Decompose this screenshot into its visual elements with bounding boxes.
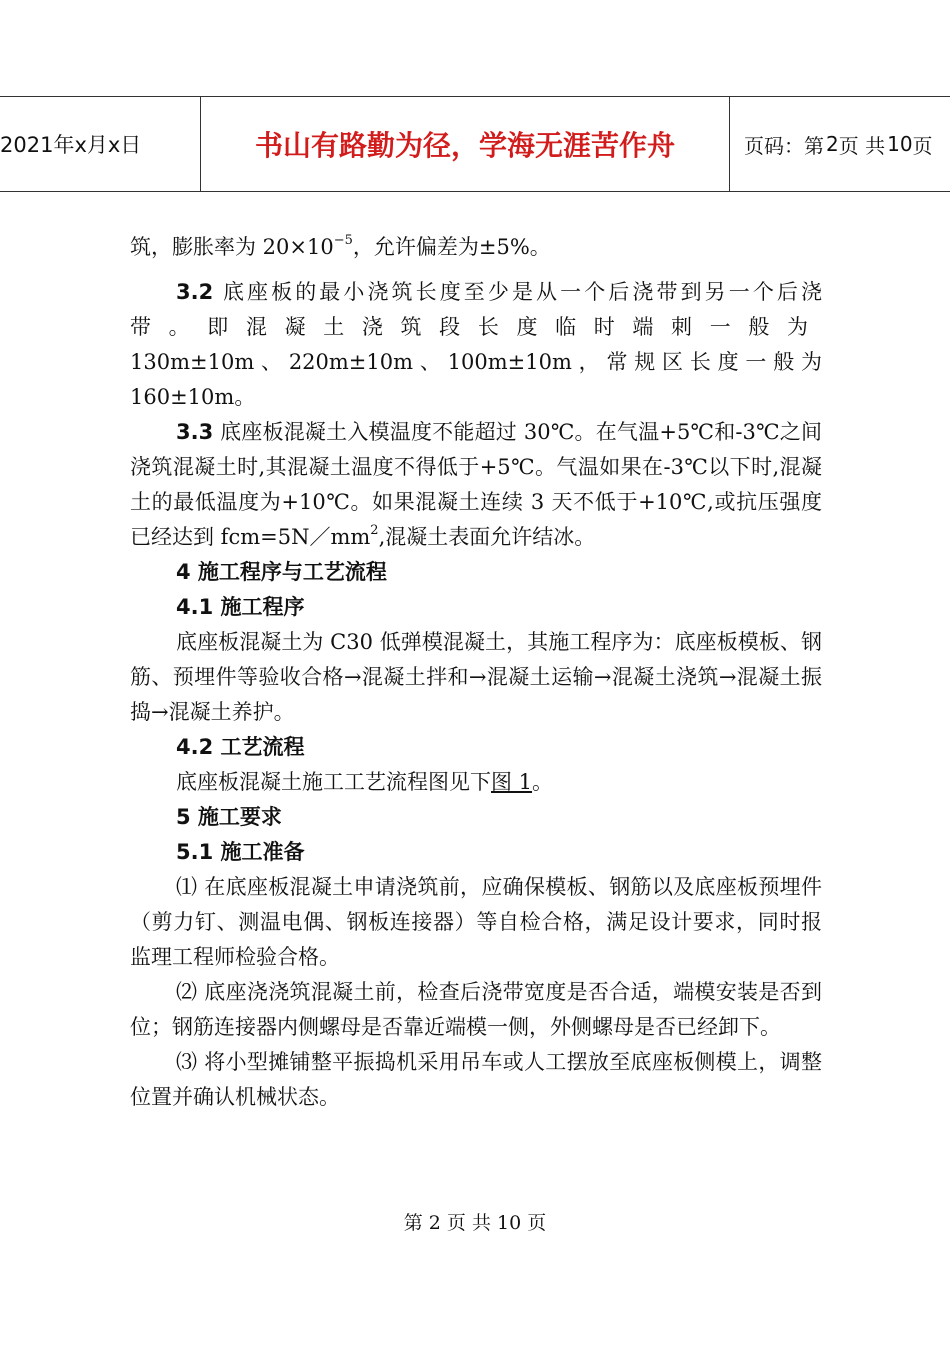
page-header (0, 96, 950, 192)
section-number: 3.2 (176, 280, 214, 304)
heading-4-1: 4.1 施工程序 (176, 595, 305, 619)
exponent: −5 (333, 233, 353, 248)
paragraph-continued: 筑，膨胀率为 $20\times 10^{-5}$，允许偏差为±5%。 (130, 233, 551, 259)
paragraph-4-1: 底座板混凝土为 C30 低弹模混凝土，其施工程序为：底座板模板、钢筋、预埋件等验收合格→混凝土拌和→混凝土运输→混凝土浇筑→混凝土振捣→混凝土养护。 (130, 630, 822, 724)
header-page-info (730, 97, 950, 191)
list-item-2: ⑵ 底座浇浇筑混凝土前，检查后浇带宽度是否合适，端模安装是否到位；钢筋连接器内侧螺母是否靠近端模一侧，外侧螺母是否已经卸下。 (130, 980, 822, 1039)
section-3-2: 3.2 底座板的最小浇筑长度至少是从一个后浇带到另一个后浇 带。即混凝土浇筑段长度临时端刺一般为 130m±10m、220m±10m、100m±10m，常规区长度一般为 160±10m。 (130, 280, 822, 409)
list-item-1: ⑴ 在底座板混凝土申请浇筑前，应确保模板、钢筋以及底座板预埋件（剪力钉、测温电偶、钢板连接器）等自检合格，满足设计要求，同时报监理工程师检验合格。 (130, 875, 822, 969)
page-end: 页 (912, 133, 933, 158)
heading-5-1: 5.1 施工准备 (176, 840, 305, 864)
page-number: 2 (826, 132, 839, 156)
document-body (130, 230, 822, 1115)
header-date: 2021年x月x日 (0, 133, 142, 157)
page-label: 页码：第 (744, 133, 824, 158)
header-motto: 书山有路勤为径，学海无涯苦作舟 (200, 97, 730, 191)
figure-1-link[interactable]: 图 1 (491, 770, 533, 794)
page-total: 10 (887, 132, 913, 156)
heading-4-2: 4.2 工艺流程 (176, 735, 305, 759)
page-mid: 页 共 (838, 133, 886, 158)
heading-5: 5 施工要求 (176, 805, 282, 829)
paragraph-4-2: 底座板混凝土施工工艺流程图见下图 1。 (176, 770, 554, 794)
heading-4: 4 施工程序与工艺流程 (176, 560, 387, 584)
list-item-3: ⑶ 将小型摊铺整平振捣机采用吊车或人工摆放至底座板侧模上，调整位置并确认机械状态。 (130, 1050, 822, 1109)
page-footer: 第 2 页 共 10 页 (403, 1212, 547, 1234)
section-3-3: 3.3 底座板混凝土入模温度不能超过 30℃。在气温+5℃和-3℃之间浇筑混凝土时,其混凝土温度不得低于+5℃。气温如果在-3℃以下时,混凝土的最低温度为+10℃。如果混凝土连续 3 天不低于+10℃,或抗压强度已经达到 $fcm=5N/mm^2$,混凝土表面允许结冰。 (130, 420, 822, 549)
section-number: 3.3 (176, 420, 214, 444)
